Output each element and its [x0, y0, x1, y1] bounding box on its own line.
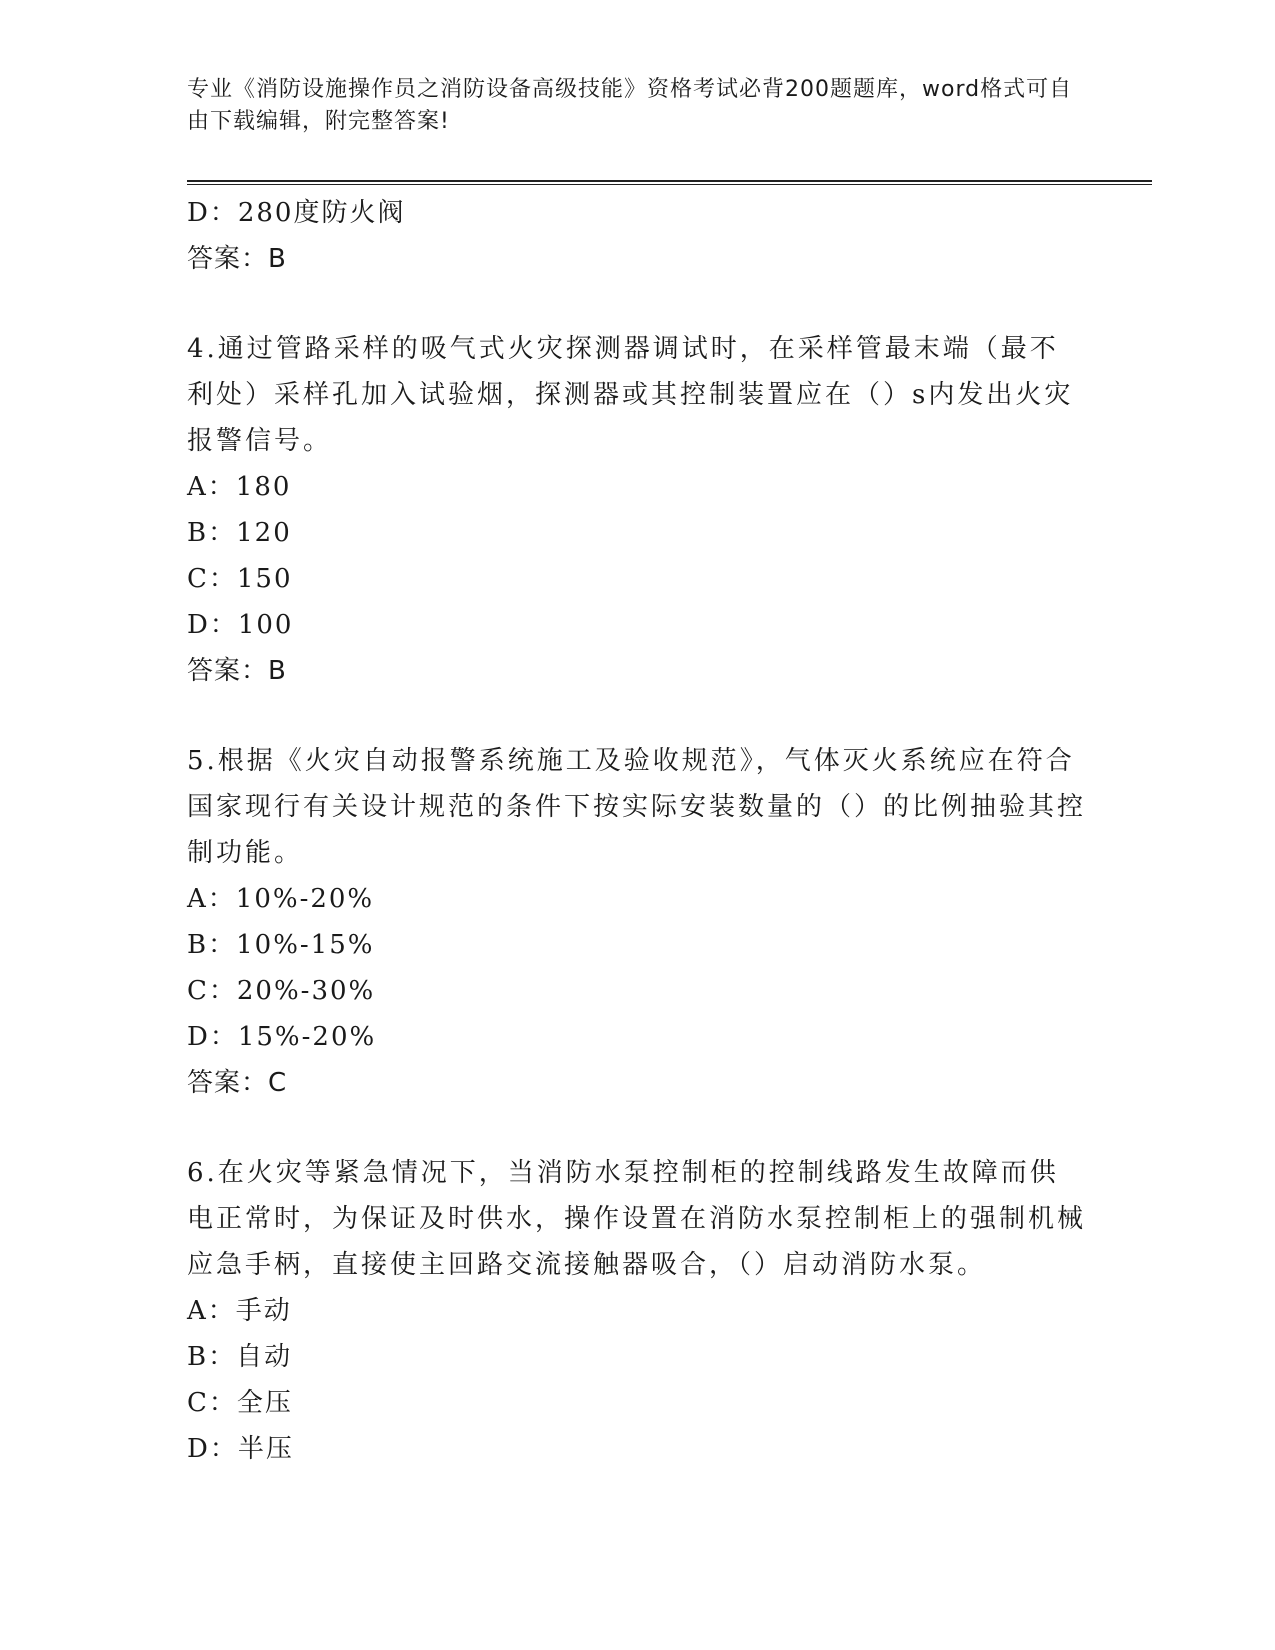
carryover-answer: 答案：B: [187, 244, 287, 274]
question-text: 6.在火灾等紧急情况下，当消防水泵控制柜的控制线路发生故障而供电正常时，为保证及时供水，操作设置在消防水泵控制柜上的强制机械应急手柄，直接使主回路交流接触器吸合，（）启动消防水泵。: [187, 1158, 1087, 1280]
question-text: 5.根据《火灾自动报警系统施工及验收规范》，气体灭火系统应在符合国家现行有关设计规范的条件下按实际安装数量的（）的比例抽验其控制功能。: [187, 746, 1087, 868]
option-d: D：15%-20%: [187, 1022, 377, 1052]
answer: 答案：C: [187, 1068, 288, 1098]
answer: 答案：B: [187, 656, 287, 686]
question-6: [187, 1150, 1087, 1472]
header-divider-thin: [187, 184, 1152, 185]
document-header: 专业《消防设施操作员之消防设备高级技能》资格考试必背200题题库，word格式可自由下载编辑，附完整答案!: [187, 77, 1073, 134]
option-d: D：100: [187, 610, 294, 640]
option-d: D：半压: [187, 1434, 294, 1464]
question-5: [187, 738, 1087, 1106]
option-b: B：120: [187, 518, 292, 548]
option-b: B：10%-15%: [187, 930, 375, 960]
option-a: A：手动: [187, 1296, 292, 1326]
question-4: [187, 326, 1087, 694]
option-c: C：全压: [187, 1388, 293, 1418]
option-a: A：180: [187, 472, 292, 502]
header-divider-thick: [187, 180, 1152, 182]
option-a: A：10%-20%: [187, 884, 375, 914]
option-c: C：20%-30%: [187, 976, 376, 1006]
option-c: C：150: [187, 564, 293, 594]
document-body: [187, 190, 1087, 1472]
question-text: 4.通过管路采样的吸气式火灾探测器调试时，在采样管最末端（最不利处）采样孔加入试验烟，探测器或其控制装置应在（）s内发出火灾报警信号。: [187, 334, 1074, 456]
carryover-option-d: D：280度防火阀: [187, 198, 406, 228]
option-b: B：自动: [187, 1342, 293, 1372]
